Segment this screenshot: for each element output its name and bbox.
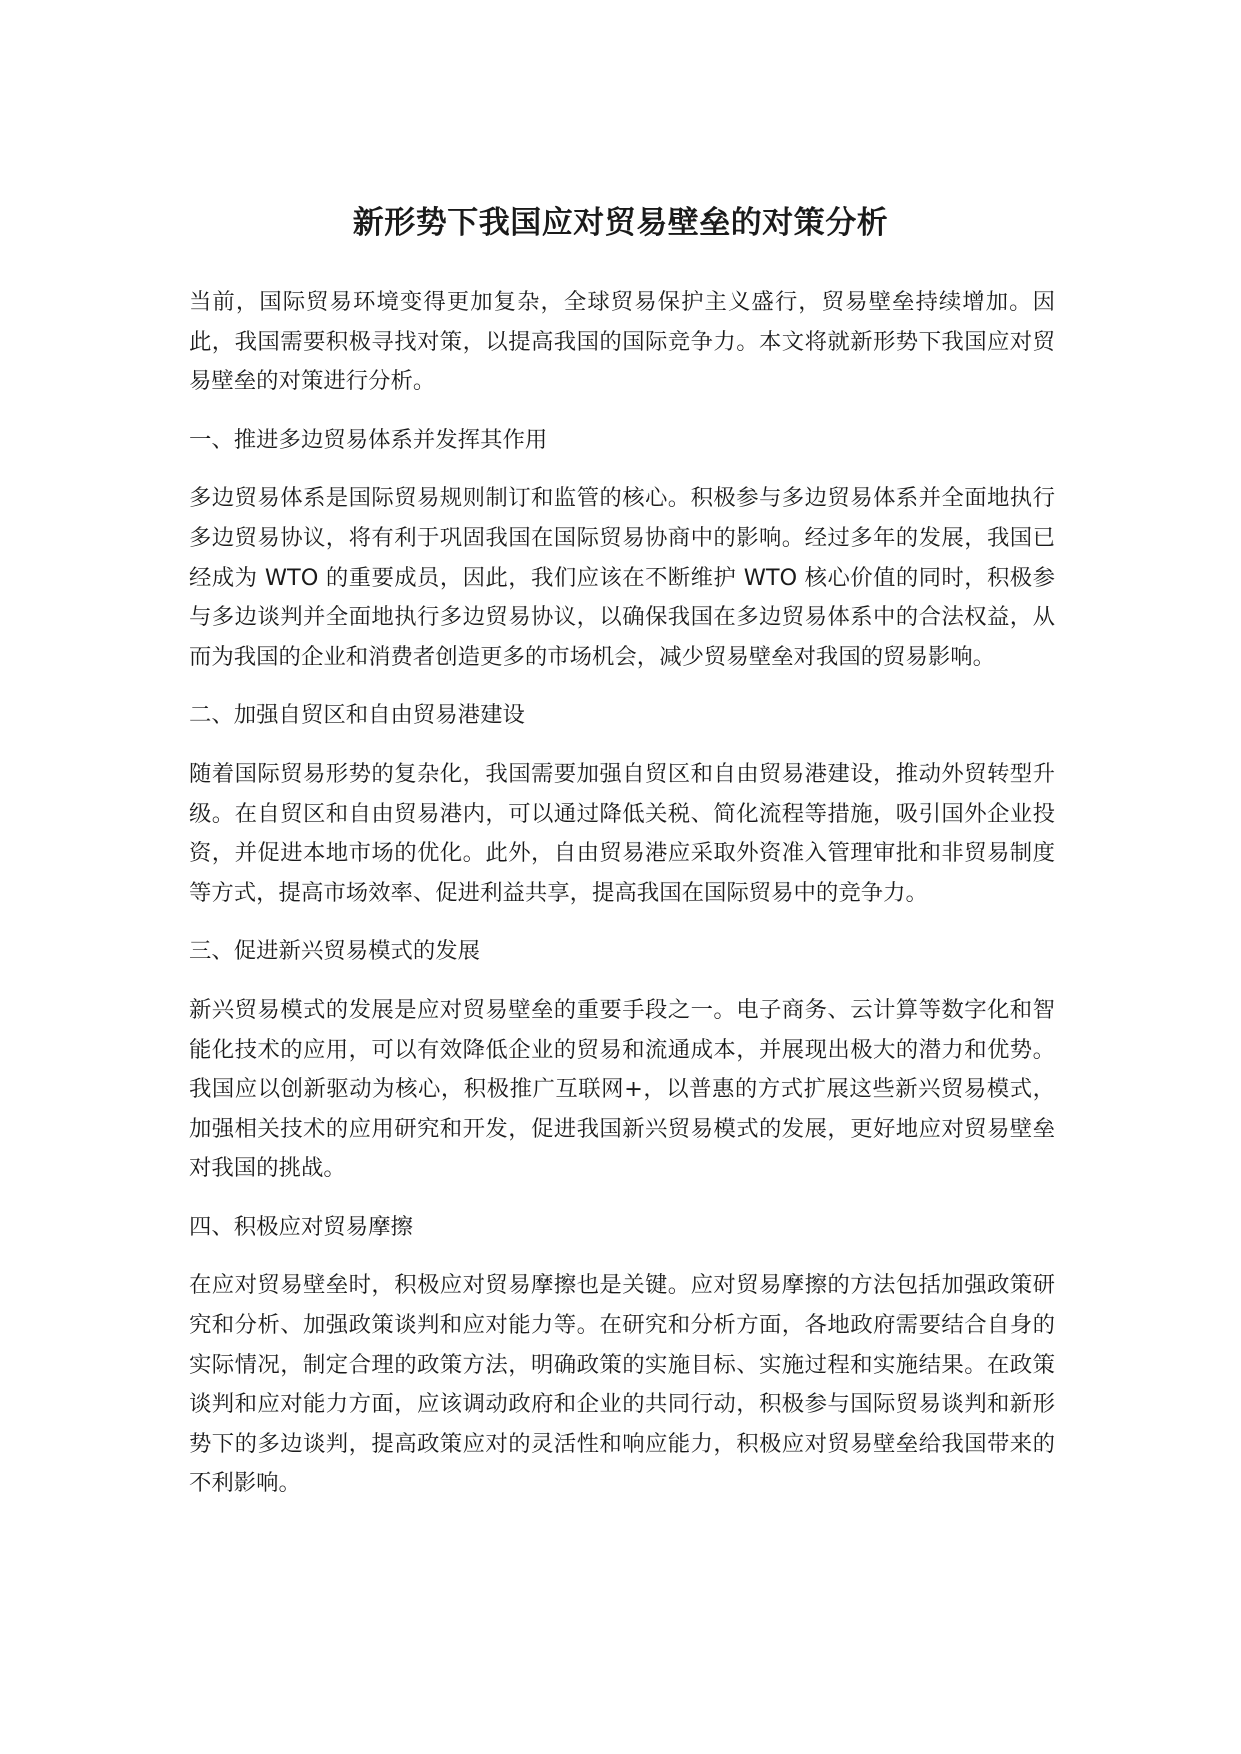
section-heading: 三、促进新兴贸易模式的发展 <box>189 938 481 965</box>
section-3 <box>189 932 1055 1189</box>
section-paragraph: 随着国际贸易形势的复杂化，我国需要加强自贸区和自由贸易港建设，推动外贸转型升级。在自贸区和自由贸易港内，可以通过降低关税、简化流程等措施，吸引国外企业投资，并促进本地市场的优化。此外，自由贸易港应采取外资准入管理审批和非贸易制度等方式，提高市场效率、促进利益共享，提高我国在国际贸易中的竞争力。 <box>189 760 1055 906</box>
intro-paragraph: 当前，国际贸易环境变得更加复杂，全球贸易保护主义盛行，贸易壁垒持续增加。因此，我国需要积极寻找对策，以提高我国的国际竞争力。本文将就新形势下我国应对贸易壁垒的对策进行分析。 <box>189 289 1055 395</box>
section-4 <box>189 1208 1055 1504</box>
section-heading: 一、推进多边贸易体系并发挥其作用 <box>189 426 548 453</box>
document-body <box>189 283 1055 1523</box>
section-paragraph: 在应对贸易壁垒时，积极应对贸易摩擦也是关键。应对贸易摩擦的方法包括加强政策研究和分析、加强政策谈判和应对能力等。在研究和分析方面，各地政府需要结合自身的实际情况，制定合理的政策方法，明确政策的实施目标、实施过程和实施结果。在政策谈判和应对能力方面，应该调动政府和企业的共同行动，积极参与国际贸易谈判和新形势下的多边谈判，提高政策应对的灵活性和响应能力，积极应对贸易壁垒给我国带来的不利影响。 <box>189 1272 1055 1497</box>
document-title: 新形势下我国应对贸易壁垒的对策分析 <box>352 204 889 241</box>
section-paragraph: 新兴贸易模式的发展是应对贸易壁垒的重要手段之一。电子商务、云计算等数字化和智能化技术的应用，可以有效降低企业的贸易和流通成本，并展现出极大的潜力和优势。我国应以创新驱动为核心，积极推广互联网+，以普惠的方式扩展这些新兴贸易模式，加强相关技术的应用研究和开发，促进我国新兴贸易模式的发展，更好地应对贸易壁垒对我国的挑战。 <box>189 996 1055 1182</box>
section-heading: 四、积极应对贸易摩擦 <box>189 1213 413 1240</box>
section-paragraph: 多边贸易体系是国际贸易规则制订和监管的核心。积极参与多边贸易体系并全面地执行多边贸易协议，将有利于巩固我国在国际贸易协商中的影响。经过多年的发展，我国已经成为 WTO 的重要成员，因此，我们应该在不断维护 WTO 核心价值的同时，积极参与多边谈判并全面地执行多边贸易协议，以确保我国在多边贸易体系中的合法权益，从而为我国的企业和消费者创造更多的市场机会，减少贸易壁垒对我国的贸易影响。 <box>189 485 1055 670</box>
section-1 <box>189 421 1055 678</box>
section-2 <box>189 696 1055 913</box>
section-heading: 二、加强自贸区和自由贸易港建设 <box>189 702 525 729</box>
